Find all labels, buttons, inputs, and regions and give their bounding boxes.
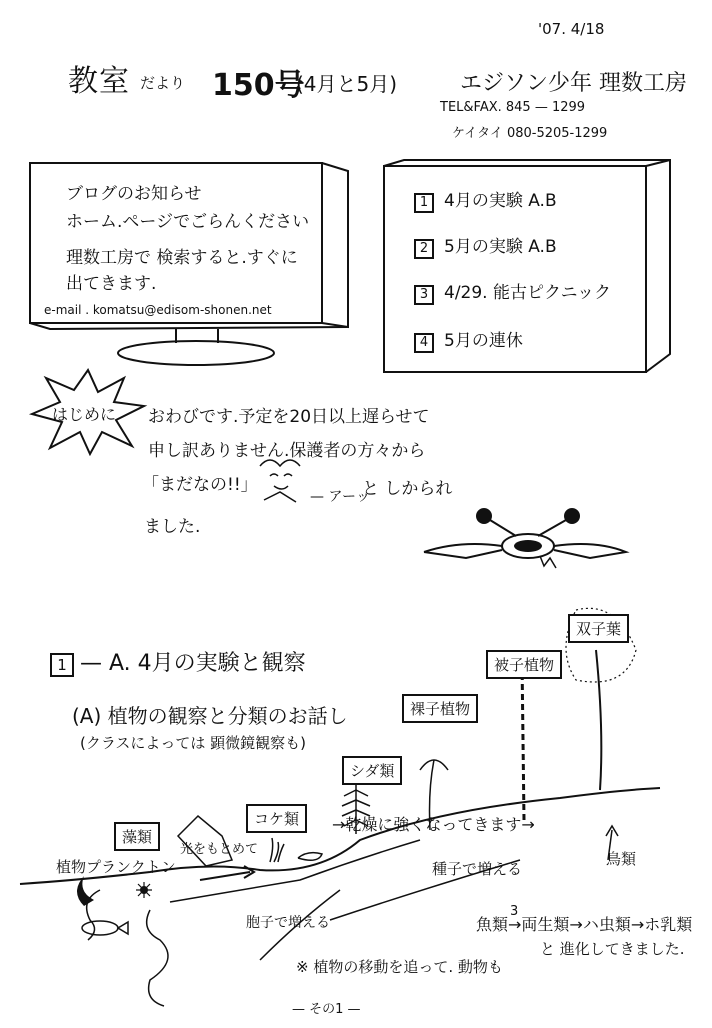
intro-line-3c: と しかられ bbox=[362, 479, 453, 499]
sign-moss: コケ類 bbox=[246, 804, 307, 833]
intro-line-3b: — アーッ bbox=[310, 489, 371, 505]
intro-line-3: 「まだなの!!」 bbox=[142, 475, 258, 495]
sign-fern: シダ類 bbox=[342, 756, 402, 785]
label-spores: 胞子で増える bbox=[246, 915, 330, 931]
worried-face-drawing bbox=[252, 452, 312, 512]
tel-fax: TEL&FAX. 845 — 1299 bbox=[440, 100, 586, 115]
contents-box bbox=[384, 160, 674, 380]
label-seeds: 種子で増える bbox=[432, 860, 523, 878]
sign-algae: 藻類 bbox=[114, 822, 160, 851]
label-evolved: と 進化してきました. bbox=[540, 940, 685, 958]
label-drought-resistance: →乾燥に強くなってきます→ bbox=[332, 815, 535, 834]
sign-dicot: 双子葉 bbox=[568, 614, 629, 643]
label-evolution-chain: 魚類→両生類→ハ虫類→ホ乳類 bbox=[476, 915, 693, 934]
newsletter-title: 教室 bbox=[68, 64, 130, 99]
label-birds: 鳥類 bbox=[606, 850, 637, 868]
label-number-3: 3 bbox=[510, 904, 519, 919]
intro-line-1: おわびです.予定を20日以上遅らせて bbox=[148, 407, 430, 427]
contents-item-1: 1 4月の実験 A.B bbox=[414, 186, 557, 213]
intro-line-2: 申し訳ありません.保護者の方々から bbox=[148, 441, 426, 461]
blog-email: e-mail . komatsu@edisom-shonen.net bbox=[44, 303, 272, 317]
label-seek-light: 光をもとめて bbox=[180, 842, 259, 857]
creature-drawing bbox=[420, 500, 630, 580]
sign-gymnosperm: 裸子植物 bbox=[402, 694, 478, 723]
blog-heading: ブログのお知らせ bbox=[66, 184, 202, 204]
intro-label: はじめに bbox=[52, 405, 117, 424]
section-1-subheading: (A) 植物の観察と分類のお話し bbox=[72, 704, 348, 728]
school-name: エジソン少年 理数工房 bbox=[460, 71, 687, 96]
section-1-heading: 1 — A. 4月の実験と観察 bbox=[50, 646, 306, 677]
intro-line-4: ました. bbox=[144, 517, 201, 537]
blog-notice-monitor bbox=[30, 163, 326, 323]
page-number: — その1 — bbox=[292, 1002, 361, 1017]
blog-line-4: 出てきます. bbox=[66, 274, 157, 294]
blog-line-2: ホーム.ページでごらんください bbox=[66, 212, 310, 232]
cell-phone: ケイタイ 080-5205-1299 bbox=[452, 126, 608, 141]
contents-item-3: 3 4/29. 能古ピクニック bbox=[414, 278, 611, 305]
sign-angiosperm: 被子植物 bbox=[486, 650, 562, 679]
label-animals-follow: ※ 植物の移動を追って. 動物も bbox=[296, 958, 503, 976]
issue-period: (4月と5月) bbox=[296, 72, 398, 96]
section-1-note: (クラスによっては 顕微鏡観察も) bbox=[80, 734, 307, 752]
contents-item-2: 2 5月の実験 A.B bbox=[414, 232, 557, 259]
contents-item-4: 4 5月の連休 bbox=[414, 326, 523, 353]
newsletter-title-suffix: だより bbox=[140, 74, 186, 92]
issue-number: 150号 bbox=[212, 68, 305, 103]
label-plankton: 植物プランクトン bbox=[56, 858, 176, 876]
blog-line-3: 理数工房で 検索すると.すぐに bbox=[66, 248, 298, 268]
date: '07. 4/18 bbox=[538, 20, 605, 38]
